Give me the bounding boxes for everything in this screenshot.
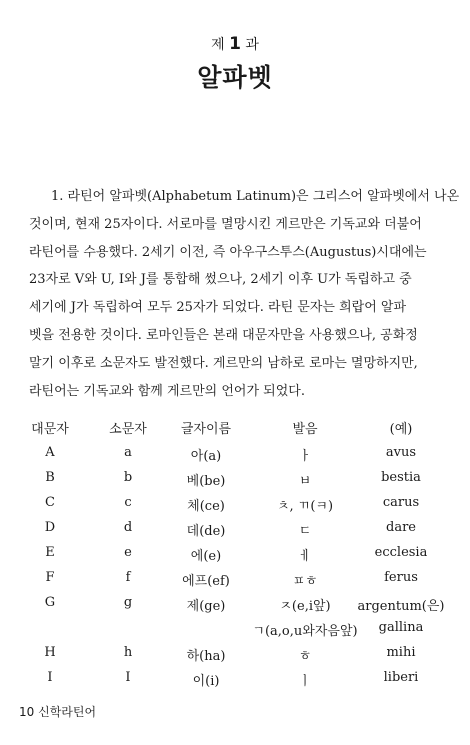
intro-paragraph bbox=[29, 183, 460, 405]
example-cell: ferus bbox=[384, 570, 418, 585]
lesson-prefix: 제 bbox=[211, 37, 225, 53]
example-cell: avus bbox=[385, 445, 417, 460]
letter-name-cell: 체(ce) bbox=[187, 499, 225, 514]
lowercase-cell: g bbox=[123, 595, 133, 610]
uppercase-cell: G bbox=[44, 595, 56, 610]
paragraph-line: 1. 라틴어 알파벳(Alphabetum Latinum)은 그리스어 알파벳에서 나온 bbox=[51, 189, 460, 204]
paragraph-line: 23자로 V와 U, I와 J를 통합해 썼으나, 2세기 이후 U가 독립하고 중 bbox=[29, 272, 412, 288]
example-cell: carus bbox=[382, 495, 420, 510]
pronunciation-cell: ㅔ bbox=[298, 549, 312, 564]
example-cell: gallina bbox=[378, 620, 424, 635]
lesson-suffix: 과 bbox=[245, 37, 259, 53]
paragraph-line: 것이며, 현재 25자이다. 서로마를 멸망시킨 게르만은 기독교와 더불어 bbox=[29, 216, 422, 232]
table-row bbox=[26, 595, 446, 620]
pronunciation-cell: ㅊ, ㄲ(ㅋ) bbox=[276, 499, 334, 514]
uppercase-cell: C bbox=[45, 495, 55, 510]
uppercase-cell: D bbox=[44, 520, 56, 535]
pronunciation-cell: ㅏ bbox=[298, 449, 312, 464]
uppercase-cell: E bbox=[45, 545, 55, 560]
book-title: 신학라틴어 bbox=[38, 705, 97, 719]
example-cell: bestia bbox=[381, 470, 421, 485]
header-example: (예) bbox=[389, 422, 413, 437]
paragraph-line: 라틴어를 수용했다. 2세기 이전, 즉 아우구스투스(Augustus)시대에는 bbox=[29, 244, 427, 260]
pronunciation-cell: ㅂ bbox=[298, 474, 312, 489]
uppercase-cell: I bbox=[47, 670, 53, 685]
letter-name-cell: 에(e) bbox=[190, 549, 222, 564]
header-pronunciation: 발음 bbox=[292, 422, 318, 437]
paragraph-line: 라틴어는 기독교와 함께 게르만의 언어가 되었다. bbox=[29, 383, 305, 399]
letter-name-cell: 에프(ef) bbox=[182, 574, 230, 589]
paragraph-line: 세기에 J가 독립하여 모두 25자가 되었다. 라틴 문자는 희랍어 알파 bbox=[29, 300, 407, 316]
lowercase-cell: I bbox=[125, 670, 131, 685]
lowercase-cell: e bbox=[124, 545, 132, 560]
lowercase-cell: f bbox=[125, 570, 131, 585]
header-lowercase: 소문자 bbox=[109, 422, 147, 437]
example-cell: liberi bbox=[383, 670, 419, 685]
table-row bbox=[26, 520, 446, 545]
lesson-number bbox=[0, 34, 470, 54]
example-cell: argentum(은) bbox=[357, 599, 445, 614]
table-row bbox=[26, 545, 446, 570]
table-row bbox=[26, 645, 446, 670]
paragraph-line: 벳을 전용한 것이다. 로마인들은 본래 대문자만을 사용했으나, 공화정 bbox=[29, 327, 418, 343]
example-cell: mihi bbox=[386, 645, 416, 660]
lowercase-cell: a bbox=[124, 445, 132, 460]
table-row bbox=[26, 620, 446, 645]
alphabet-table bbox=[26, 418, 446, 695]
table-row bbox=[26, 670, 446, 695]
letter-name-cell: 하(ha) bbox=[186, 649, 226, 664]
letter-name-cell: 데(de) bbox=[186, 524, 226, 539]
letter-name-cell: 아(a) bbox=[190, 449, 222, 464]
page-number: 10 bbox=[19, 705, 35, 719]
letter-name-cell: 제(ge) bbox=[186, 599, 226, 614]
pronunciation-cell: ㄷ bbox=[298, 524, 312, 539]
uppercase-cell: H bbox=[44, 645, 56, 660]
lesson-num: 1 bbox=[229, 34, 241, 54]
table-row bbox=[26, 495, 446, 520]
lowercase-cell: b bbox=[123, 470, 133, 485]
pronunciation-cell: ㄱ(a,o,u와자음앞) bbox=[252, 624, 358, 639]
header-letter-name: 글자이름 bbox=[180, 422, 232, 437]
table-row bbox=[26, 470, 446, 495]
lowercase-cell: d bbox=[123, 520, 133, 535]
uppercase-cell: B bbox=[45, 470, 55, 485]
page-footer bbox=[19, 703, 96, 720]
pronunciation-cell: ㅈ(e,i앞) bbox=[279, 599, 331, 614]
letter-name-cell: 베(be) bbox=[186, 474, 226, 489]
table-row bbox=[26, 445, 446, 470]
uppercase-cell: F bbox=[45, 570, 55, 585]
pronunciation-cell: ㅎ bbox=[298, 649, 312, 664]
lowercase-cell: c bbox=[124, 495, 132, 510]
page-title: 알파벳 bbox=[197, 63, 273, 92]
pronunciation-cell: ㅣ bbox=[298, 674, 312, 689]
uppercase-cell: A bbox=[45, 445, 55, 460]
lowercase-cell: h bbox=[123, 645, 133, 660]
table-header-row bbox=[26, 418, 446, 445]
table-row bbox=[26, 570, 446, 595]
paragraph-line: 말기 이후로 소문자도 발전했다. 게르만의 남하로 로마는 멸망하지만, bbox=[29, 355, 418, 371]
example-cell: ecclesia bbox=[374, 545, 428, 560]
pronunciation-cell: ㅍㅎ bbox=[292, 574, 318, 589]
example-cell: dare bbox=[386, 520, 416, 535]
header-uppercase: 대문자 bbox=[31, 422, 69, 437]
letter-name-cell: 이(i) bbox=[192, 674, 220, 689]
